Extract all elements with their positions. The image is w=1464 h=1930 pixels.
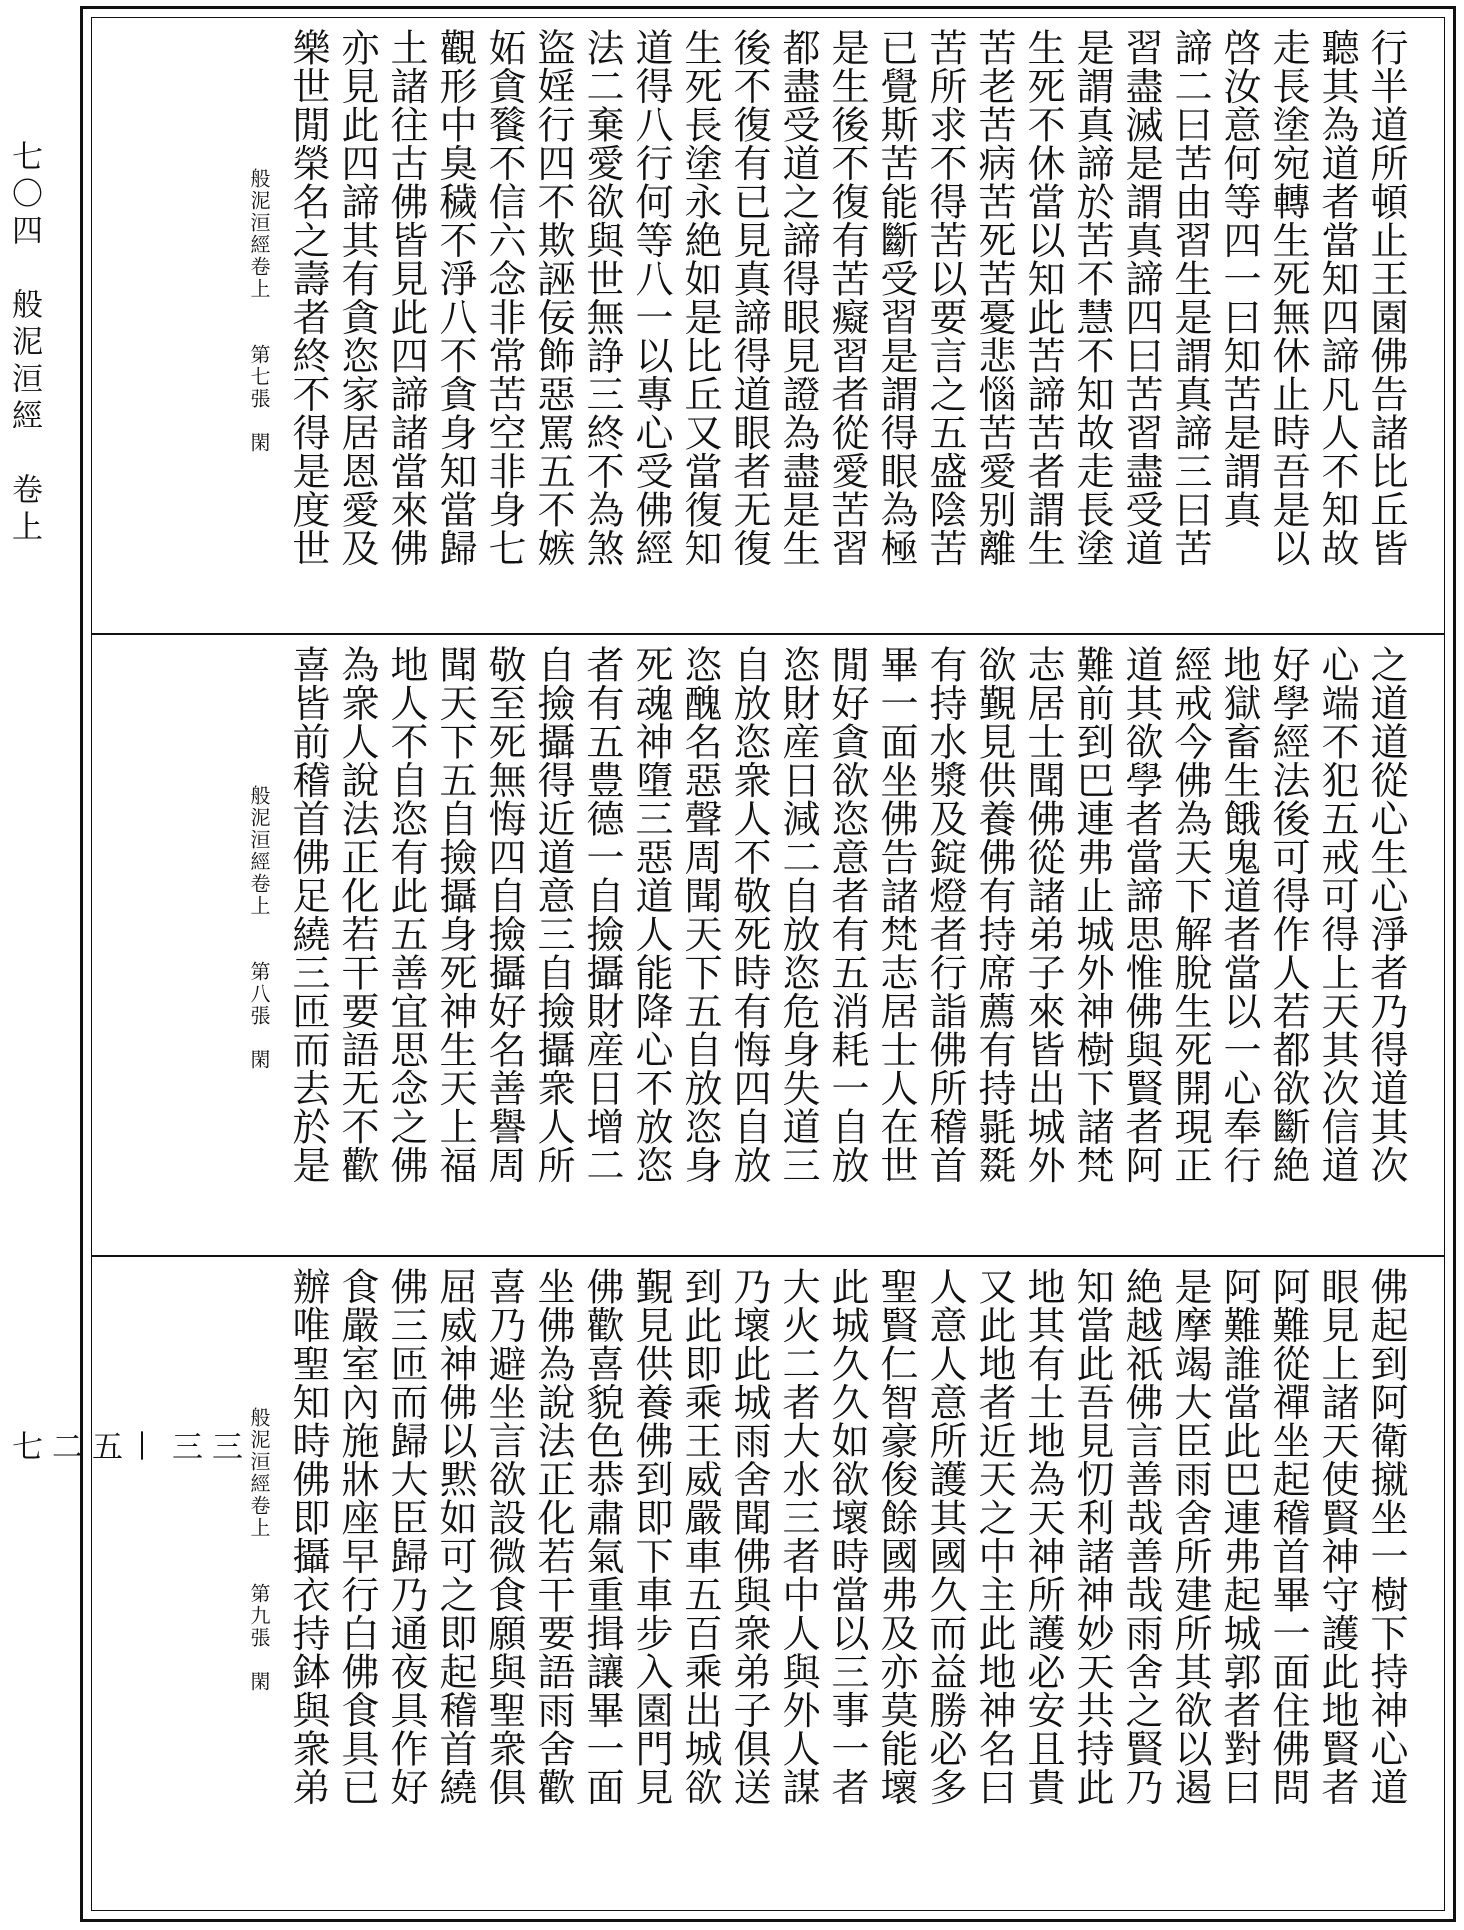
text-column: 後不復有已見真諦得道眼者无復 — [727, 28, 771, 567]
text-column: 習盡滅是謂真諦四曰苦習盡受道 — [1119, 28, 1163, 567]
text-column: 已覺斯苦能斷受習是謂得眼為極 — [874, 28, 918, 567]
panel-1-columns — [234, 28, 1410, 623]
text-column: 妬貪餮不信六念非常苦空非身七 — [482, 28, 526, 567]
text-column: 到此即乘王威嚴車五百乘出城欲 — [678, 1267, 722, 1806]
text-column: 喜乃避坐言欲設微食願與聖衆俱 — [482, 1267, 526, 1806]
text-column: 畢一面坐佛告諸梵志居士人在世 — [874, 645, 918, 1184]
text-column: 道其欲學者當諦思惟佛與賢者阿 — [1119, 645, 1163, 1184]
text-column: 生死長塗永絶如是比丘又當復知 — [678, 28, 722, 567]
text-panel-2 — [92, 635, 1444, 1257]
text-column: 樂世閒榮名之壽者終不得是度世 — [286, 28, 330, 567]
text-column: 死魂神墮三惡道人能降心不放恣 — [629, 645, 673, 1184]
text-column: 自撿攝得近道意三自撿攝衆人所 — [531, 645, 575, 1184]
text-column: 喜皆前稽首佛足繞三匝而去於是 — [286, 645, 330, 1184]
text-column: 地人不自恣有此五善宜思念之佛 — [384, 645, 428, 1184]
text-column: 佛歡喜貌色恭肅氣重揖讓畢一面 — [580, 1267, 624, 1806]
text-column: 苦所求不得苦以要言之五盛陰苦 — [923, 28, 967, 567]
text-column: 是摩竭大臣雨舍所建所其欲以遏 — [1168, 1267, 1212, 1806]
text-column: 苦老苦病苦死苦憂悲惱苦愛别離 — [972, 28, 1016, 567]
text-column: 閒好貪欲恣意者有五消耗一自放 — [825, 645, 869, 1184]
text-column: 又此地者近天之中主此地神名曰 — [972, 1267, 1016, 1806]
text-column: 諦二曰苦由習生是謂真諦三曰苦 — [1168, 28, 1212, 567]
text-column: 食嚴室內施牀座早行白佛食具已 — [335, 1267, 379, 1806]
panel-footer-note: 般泥洹經卷上 第八張 閑 — [247, 785, 271, 1071]
text-column: 地其有土地為天神所護必安且貴 — [1021, 1267, 1065, 1806]
text-column: 土諸往古佛皆見此四諦諸當來佛 — [384, 28, 428, 567]
text-column: 聖賢仁智豪俊餘國弗及亦莫能壞 — [874, 1267, 918, 1806]
text-column: 生死不休當以知此苦諦苦者謂生 — [1021, 28, 1065, 567]
text-column: 坐佛為說法正化若干要語雨舍歡 — [531, 1267, 575, 1806]
text-column: 絶越祇佛言善哉善哉雨舍之賢乃 — [1119, 1267, 1163, 1806]
text-column: 亦見此四諦其有貪恣家居恩愛及 — [335, 28, 379, 567]
text-column: 志居士聞佛從諸弟子來皆出城外 — [1021, 645, 1065, 1184]
text-column: 屈威神佛以黙如可之即起稽首繞 — [433, 1267, 477, 1806]
text-panel-3 — [92, 1257, 1444, 1910]
text-column: 盜婬行四不欺誣佞飾惡罵五不嫉 — [531, 28, 575, 567]
text-column: 此城久久如欲壞時當以三事一者 — [825, 1267, 869, 1806]
text-column: 有持水漿及錠燈者行詣佛所稽首 — [923, 645, 967, 1184]
text-column: 欲覲見供養佛有持席薦有持毾毲 — [972, 645, 1016, 1184]
text-column: 為衆人說法正化若干要語无不歡 — [335, 645, 379, 1184]
text-column: 行半道所頓止王園佛告諸比丘皆 — [1364, 28, 1408, 567]
text-column: 敬至死無悔四自撿攝好名善譽周 — [482, 645, 526, 1184]
panel-footer-note: 般泥洹經卷上 第九張 閑 — [247, 1407, 271, 1693]
text-column: 眼見上諸天使賢神守護此地賢者 — [1315, 1267, 1359, 1806]
text-column: 者有五豊德一自撿攝財産日增二 — [580, 645, 624, 1184]
text-column: 心端不犯五戒可得上天其次信道 — [1315, 645, 1359, 1184]
margin-title — [4, 140, 242, 1467]
text-column: 自放恣衆人不敬死時有悔四自放 — [727, 645, 771, 1184]
text-column: 走長塗宛轉生死無休止時吾是以 — [1266, 28, 1310, 567]
text-column: 之道道從心生心淨者乃得道其次 — [1364, 645, 1408, 1184]
text-column: 乃壞此城雨舍聞佛與衆弟子俱送 — [727, 1267, 771, 1806]
panel-2-columns — [234, 645, 1410, 1245]
text-column: 聞天下五自撿攝身死神生天上福 — [433, 645, 477, 1184]
text-column: 辦唯聖知時佛即攝衣持鉢與衆弟 — [286, 1267, 330, 1806]
text-column: 啓汝意何等四一曰知苦是謂真 — [1217, 28, 1261, 529]
page-frame — [80, 6, 1456, 1922]
text-column: 好學經法後可得作人若都欲斷絶 — [1266, 645, 1310, 1184]
text-column: 道得八行何等八一以專心受佛經 — [629, 28, 673, 567]
text-column: 覲見供養佛到即下車步入園門見 — [629, 1267, 673, 1806]
text-column: 佛起到阿衛㩆坐一樹下持神心道 — [1364, 1267, 1408, 1806]
text-column: 人意人意所護其國久而益勝必多 — [923, 1267, 967, 1806]
margin-title-text: 七〇四 般泥洹經 卷上 — [6, 140, 42, 547]
panel-footer-note: 般泥洹經卷上 第七張 閑 — [247, 168, 271, 454]
text-column: 難前到巴連弗止城外神樹下諸梵 — [1070, 645, 1114, 1184]
text-column: 恣醜名惡聲周聞天下五自放恣身 — [678, 645, 722, 1184]
text-column: 是謂真諦於苦不慧不知故走長塗 — [1070, 28, 1114, 567]
text-column: 佛三匝而歸大臣歸乃通夜具作好 — [384, 1267, 428, 1806]
page-number: 三三 — 五二七 — [6, 1430, 242, 1467]
text-column: 阿難誰當此巴連弗起城郭者對曰 — [1217, 1267, 1261, 1806]
text-column: 知當此吾見忉利諸神妙天共持此 — [1070, 1267, 1114, 1806]
text-column: 是生後不復有苦癡習者從愛苦習 — [825, 28, 869, 567]
text-column: 大火二者大水三者中人與外人謀 — [776, 1267, 820, 1806]
text-column: 地獄畜生餓鬼道者當以一心奉行 — [1217, 645, 1261, 1184]
text-column: 都盡受道之諦得眼見證為盡是生 — [776, 28, 820, 567]
text-column: 法二棄愛欲與世無諍三終不為煞 — [580, 28, 624, 567]
text-panel-1 — [92, 18, 1444, 635]
text-column: 聽其為道者當知四諦凡人不知故 — [1315, 28, 1359, 567]
text-column: 經戒今佛為天下解脫生死開現正 — [1168, 645, 1212, 1184]
text-column: 觀形中臭穢不淨八不貪身知當歸 — [433, 28, 477, 567]
page-frame-inner — [91, 17, 1445, 1911]
text-column: 阿難從禪坐起稽首畢一面住佛問 — [1266, 1267, 1310, 1806]
panel-3-columns — [234, 1267, 1410, 1900]
text-column: 恣財産日減二自放恣危身失道三 — [776, 645, 820, 1184]
